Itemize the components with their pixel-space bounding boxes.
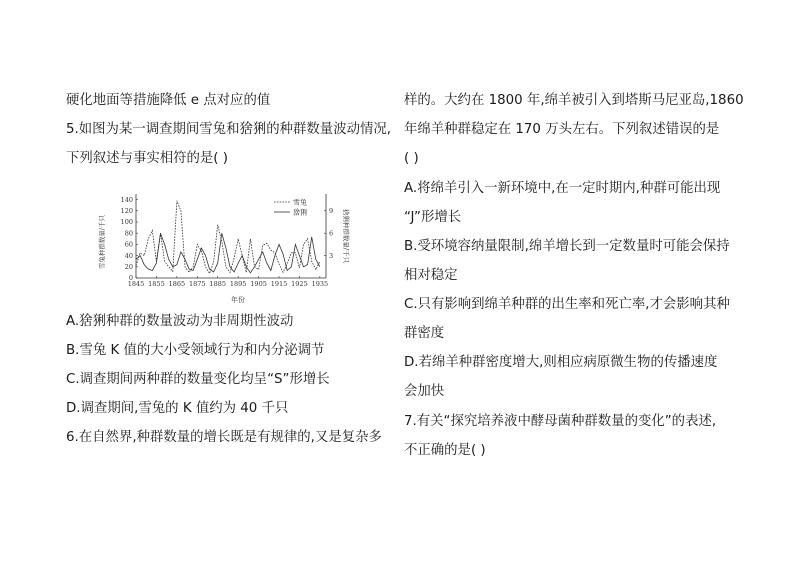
question-7-stem-line-1: 7.有关“探究培养液中酵母菌种群数量的变化”的表述,: [404, 414, 717, 429]
legend-label: 猞猁: [293, 208, 307, 217]
text-line-continuation: 硬化地面等措施降低 e 点对应的值: [66, 93, 271, 108]
question-5-option-a: A.猞猁种群的数量波动为非周期性波动: [66, 314, 294, 329]
population-chart: [96, 186, 348, 306]
y-left-tick-label: 140: [120, 195, 133, 204]
left-y-axis-label: 雪兔种群数量/千只: [98, 214, 106, 270]
x-axis-label: 年份: [231, 296, 245, 304]
legend-label: 雪兔: [293, 198, 307, 207]
question-6-option-d-line-1: D.若绵羊种群密度增大,则相应病原微生物的传播速度: [404, 355, 718, 370]
question-5-stem-line-2: 下列叙述与事实相符的是( ): [66, 151, 229, 166]
y-left-tick-label: 0: [128, 274, 133, 283]
question-6-option-c-line-1: C.只有影响到绵羊种群的出生率和死亡率,才会影响其种: [404, 297, 730, 312]
y-left-tick-label: 80: [124, 229, 133, 238]
question-6-option-d-line-2: 会加快: [404, 384, 445, 399]
y-left-tick-label: 120: [120, 207, 133, 215]
x-tick-label: 1845: [127, 280, 145, 288]
y-left-tick-label: 100: [120, 218, 133, 227]
y-left-tick-label: 20: [124, 263, 133, 271]
y-right-tick-label: 3: [329, 251, 334, 260]
question-6-option-a-line-1: A.将绵羊引入一新环境中,在一定时期内,种群可能出现: [404, 181, 721, 196]
question-7-stem-line-2: 不正确的是( ): [404, 443, 486, 458]
y-left-tick-label: 60: [124, 240, 133, 249]
question-6-stem-line-2: 样的。大约在 1800 年,绵羊被引入到塔斯马尼亚岛,1860: [404, 93, 744, 108]
x-tick-label: 1855: [148, 280, 165, 288]
right-y-axis-label: 猞猁种群数量/千只: [342, 208, 350, 264]
y-left-tick-label: 40: [124, 251, 133, 260]
y-right-tick-label: 6: [329, 229, 334, 238]
y-right-tick-label: 9: [329, 207, 334, 215]
x-tick-label: 1865: [168, 280, 186, 288]
chart-legend: [274, 198, 307, 217]
question-6-option-a-line-2: “J”形增长: [404, 210, 462, 225]
question-6-stem-line-1: 6.在自然界,种群数量的增长既是有规律的,又是复杂多: [66, 430, 382, 445]
question-5-option-c: C.调查期间两种群的数量变化均呈“S”形增长: [66, 372, 330, 387]
x-tick-label: 1925: [291, 280, 308, 288]
x-tick-label: 1905: [250, 280, 267, 288]
x-tick-label: 1885: [209, 280, 226, 288]
x-tick-label: 1915: [270, 280, 288, 288]
x-tick-label: 1935: [311, 280, 329, 288]
x-tick-label: 1895: [229, 280, 247, 288]
question-6-option-b-line-1: B.受环境容纳量限制,绵羊增长到一定数量时可能会保持: [404, 239, 730, 254]
x-tick-label: 1875: [189, 280, 206, 288]
question-5-option-d: D.调查期间,雪兔的 K 值约为 40 千只: [66, 401, 289, 416]
question-5-option-b: B.雪兔 K 值的大小受领域行为和内分泌调节: [66, 343, 325, 358]
question-6-option-c-line-2: 群密度: [404, 326, 445, 341]
question-6-stem-line-3: 年绵羊种群稳定在 170 万头左右。下列叙述错误的是: [404, 122, 720, 137]
question-5-stem-line-1: 5.如图为某一调查期间雪兔和猞猁的种群数量波动情况,: [66, 122, 392, 137]
question-6-option-b-line-2: 相对稳定: [404, 268, 458, 283]
question-6-stem-line-4: ( ): [404, 151, 419, 166]
